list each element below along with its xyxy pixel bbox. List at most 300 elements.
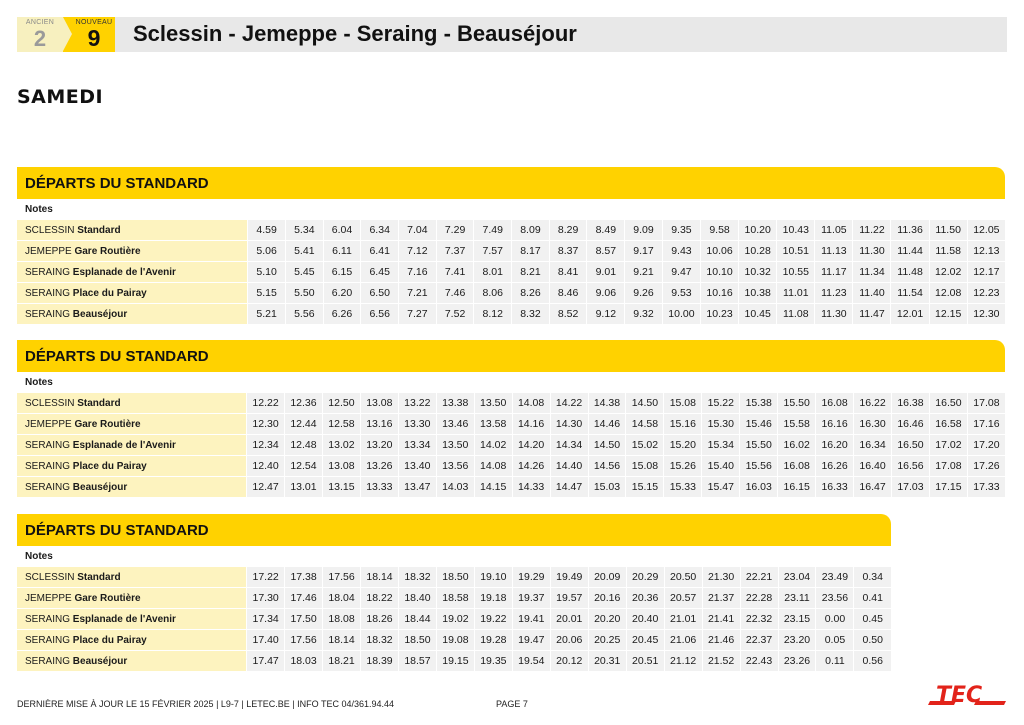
page-number: PAGE 7 [496, 699, 528, 709]
departure-time-cell: 13.56 [436, 456, 474, 476]
departure-time-cell: 20.45 [626, 630, 664, 650]
departure-time-cell: 11.54 [890, 283, 928, 303]
departure-time-cell: 13.08 [360, 393, 398, 413]
departure-time-cell: 20.51 [626, 651, 664, 671]
departure-time-cell: 16.22 [853, 393, 891, 413]
departure-time-cell: 13.33 [360, 477, 398, 497]
departure-time-cell: 23.04 [778, 567, 816, 587]
departure-time-cell: 7.16 [398, 262, 436, 282]
timetable [17, 392, 1005, 498]
departure-time-cell: 17.46 [284, 588, 322, 608]
departure-time-cell: 15.08 [663, 393, 701, 413]
departure-time-cell: 9.26 [624, 283, 662, 303]
departure-time-cell: 16.20 [815, 435, 853, 455]
departure-time-cell: 15.40 [701, 456, 739, 476]
stop-city: SCLESSIN [25, 397, 75, 409]
departure-time-cell: 14.47 [550, 477, 588, 497]
stop-name: Place du Pairay [72, 287, 147, 299]
stop-name: Gare Routière [74, 592, 141, 604]
departure-time-cell: 9.43 [662, 241, 700, 261]
departure-time-cell: 13.58 [474, 414, 512, 434]
departure-time-cell: 16.34 [853, 435, 891, 455]
departure-time-cell: 11.34 [852, 262, 890, 282]
departure-time-cell: 20.36 [626, 588, 664, 608]
departure-time-cell: 12.02 [929, 262, 967, 282]
departure-time-cell: 9.01 [586, 262, 624, 282]
departure-time-cell: 8.26 [511, 283, 549, 303]
departure-time-cell: 10.16 [700, 283, 738, 303]
departure-time-cell: 9.35 [662, 220, 700, 240]
departure-time-cell: 6.56 [360, 304, 398, 324]
departure-time-cell: 7.57 [473, 241, 511, 261]
departure-time-cell: 0.56 [853, 651, 891, 671]
section-header [17, 514, 891, 546]
departure-time-cell: 9.47 [662, 262, 700, 282]
departure-time-cell: 6.41 [360, 241, 398, 261]
departure-time-cell: 17.03 [891, 477, 929, 497]
departure-time-cell: 8.52 [549, 304, 587, 324]
departure-time-cell: 15.34 [701, 435, 739, 455]
day-heading: SAMEDI [17, 86, 104, 108]
departure-time-cell: 17.22 [246, 567, 284, 587]
stop-name-cell [17, 651, 246, 671]
departure-time-cell: 4.59 [247, 220, 285, 240]
table-row [17, 304, 1005, 324]
departure-time-cell: 8.41 [549, 262, 587, 282]
departure-time-cell: 5.06 [247, 241, 285, 261]
departure-time-cell: 21.52 [702, 651, 740, 671]
departure-time-cell: 9.53 [662, 283, 700, 303]
departure-time-cell: 18.39 [360, 651, 398, 671]
departure-time-cell: 11.08 [776, 304, 814, 324]
departure-time-cell: 11.22 [852, 220, 890, 240]
stop-name-cell [17, 393, 246, 413]
departure-time-cell: 15.50 [777, 393, 815, 413]
departure-time-cell: 5.10 [247, 262, 285, 282]
departure-time-cell: 14.08 [512, 393, 550, 413]
departure-time-cell: 17.40 [246, 630, 284, 650]
departure-time-cell: 6.04 [323, 220, 361, 240]
departure-time-cell: 13.16 [360, 414, 398, 434]
departure-time-cell: 20.29 [626, 567, 664, 587]
departure-time-cell: 19.10 [474, 567, 512, 587]
departure-time-cell: 14.58 [625, 414, 663, 434]
stop-name: Standard [77, 397, 121, 409]
departure-time-cell: 7.12 [398, 241, 436, 261]
departure-time-cell: 8.29 [549, 220, 587, 240]
departure-time-cell: 10.32 [738, 262, 776, 282]
departure-time-cell: 13.46 [436, 414, 474, 434]
stop-city: JEMEPPE [25, 245, 72, 257]
departure-time-cell: 6.11 [323, 241, 361, 261]
departure-time-cell: 14.08 [474, 456, 512, 476]
notes-label: Notes [25, 377, 53, 388]
departure-time-cell: 17.56 [322, 567, 360, 587]
departure-time-cell: 17.02 [929, 435, 967, 455]
departure-time-cell: 12.30 [967, 304, 1005, 324]
table-row [17, 393, 1005, 413]
stop-city: SCLESSIN [25, 571, 75, 583]
departure-time-cell: 9.12 [586, 304, 624, 324]
departure-time-cell: 14.38 [588, 393, 626, 413]
departure-time-cell: 18.50 [398, 630, 436, 650]
departure-time-cell: 10.55 [776, 262, 814, 282]
departure-time-cell: 13.26 [360, 456, 398, 476]
table-row [17, 567, 891, 587]
departure-time-cell: 8.21 [511, 262, 549, 282]
departure-time-cell: 20.25 [588, 630, 626, 650]
departure-time-cell: 7.21 [398, 283, 436, 303]
departure-time-cell: 16.50 [929, 393, 967, 413]
departure-time-cell: 17.47 [246, 651, 284, 671]
departure-time-cell: 15.02 [625, 435, 663, 455]
stop-name: Standard [77, 224, 121, 236]
departure-time-cell: 0.05 [815, 630, 853, 650]
departure-time-cell: 14.16 [512, 414, 550, 434]
stop-city: JEMEPPE [25, 592, 72, 604]
departure-time-cell: 15.30 [701, 414, 739, 434]
stop-name-cell [17, 414, 246, 434]
departure-time-cell: 18.04 [322, 588, 360, 608]
departure-time-cell: 10.38 [738, 283, 776, 303]
stop-name-cell [17, 630, 246, 650]
departure-time-cell: 11.50 [929, 220, 967, 240]
departure-time-cell: 16.02 [777, 435, 815, 455]
departure-time-cell: 9.58 [700, 220, 738, 240]
departure-time-cell: 16.40 [853, 456, 891, 476]
departure-time-cell: 12.54 [284, 456, 322, 476]
departure-time-cell: 11.13 [814, 241, 852, 261]
departure-time-cell: 19.54 [512, 651, 550, 671]
departure-time-cell: 20.20 [588, 609, 626, 629]
departure-time-cell: 15.22 [701, 393, 739, 413]
departure-time-cell: 17.16 [967, 414, 1005, 434]
departure-time-cell: 11.44 [890, 241, 928, 261]
chevron-arrow-icon [63, 17, 72, 51]
departure-time-cell: 19.47 [512, 630, 550, 650]
departure-time-cell: 12.47 [246, 477, 284, 497]
stop-name: Esplanade de l'Avenir [72, 266, 176, 278]
departure-time-cell: 19.08 [436, 630, 474, 650]
departure-time-cell: 10.23 [700, 304, 738, 324]
timetable [17, 219, 1005, 325]
departure-time-cell: 15.20 [663, 435, 701, 455]
departure-time-cell: 15.47 [701, 477, 739, 497]
departure-time-cell: 12.17 [967, 262, 1005, 282]
departure-time-cell: 16.16 [815, 414, 853, 434]
departure-time-cell: 5.45 [285, 262, 323, 282]
departure-time-cell: 16.47 [853, 477, 891, 497]
departure-time-cell: 7.27 [398, 304, 436, 324]
departure-time-cell: 8.01 [473, 262, 511, 282]
departure-time-cell: 20.31 [588, 651, 626, 671]
timetable-section-3 [17, 514, 891, 672]
departure-time-cell: 18.44 [398, 609, 436, 629]
departure-time-cell: 16.58 [929, 414, 967, 434]
departure-time-cell: 9.32 [624, 304, 662, 324]
stop-name: Gare Routière [74, 245, 141, 257]
timetable-section-1 [17, 167, 1005, 325]
departure-time-cell: 15.26 [663, 456, 701, 476]
departure-time-cell: 11.30 [852, 241, 890, 261]
departure-time-cell: 16.15 [777, 477, 815, 497]
departure-time-cell: 21.46 [702, 630, 740, 650]
stop-name-cell [17, 220, 247, 240]
departure-time-cell: 21.30 [702, 567, 740, 587]
departure-time-cell: 16.30 [853, 414, 891, 434]
departure-time-cell: 16.08 [815, 393, 853, 413]
departure-time-cell: 11.23 [814, 283, 852, 303]
departure-time-cell: 14.50 [588, 435, 626, 455]
departure-time-cell: 8.57 [586, 241, 624, 261]
old-line-label: ANCIEN [25, 19, 55, 26]
departure-time-cell: 14.03 [436, 477, 474, 497]
stop-name: Standard [77, 571, 121, 583]
departure-time-cell: 8.09 [511, 220, 549, 240]
departure-time-cell: 14.22 [550, 393, 588, 413]
stop-city: SCLESSIN [25, 224, 75, 236]
departure-time-cell: 18.32 [360, 630, 398, 650]
stop-name: Beauséjour [72, 308, 128, 320]
departure-time-cell: 21.37 [702, 588, 740, 608]
departure-time-cell: 19.35 [474, 651, 512, 671]
departure-time-cell: 19.49 [550, 567, 588, 587]
departure-time-cell: 11.58 [929, 241, 967, 261]
departure-time-cell: 14.30 [550, 414, 588, 434]
departure-time-cell: 9.09 [624, 220, 662, 240]
departure-time-cell: 18.58 [436, 588, 474, 608]
departure-time-cell: 13.50 [474, 393, 512, 413]
departure-time-cell: 12.30 [246, 414, 284, 434]
departure-time-cell: 0.11 [815, 651, 853, 671]
departure-time-cell: 10.28 [738, 241, 776, 261]
departure-time-cell: 18.14 [322, 630, 360, 650]
new-line-label: NOUVEAU [75, 19, 113, 26]
departure-time-cell: 12.50 [322, 393, 360, 413]
departure-time-cell: 23.11 [778, 588, 816, 608]
departure-time-cell: 8.32 [511, 304, 549, 324]
departure-time-cell: 12.48 [284, 435, 322, 455]
stop-name-cell [17, 609, 246, 629]
line-header [17, 17, 1007, 52]
stop-name-cell [17, 588, 246, 608]
departure-time-cell: 5.34 [285, 220, 323, 240]
departure-time-cell: 12.22 [246, 393, 284, 413]
table-row [17, 609, 891, 629]
departure-time-cell: 7.41 [436, 262, 474, 282]
departure-time-cell: 10.10 [700, 262, 738, 282]
departure-time-cell: 15.08 [625, 456, 663, 476]
stop-name-cell [17, 304, 247, 324]
stop-name-cell [17, 567, 246, 587]
table-row [17, 241, 1005, 261]
stop-name: Place du Pairay [72, 634, 147, 646]
departure-time-cell: 7.29 [436, 220, 474, 240]
departure-time-cell: 20.01 [550, 609, 588, 629]
departure-time-cell: 10.20 [738, 220, 776, 240]
departure-time-cell: 7.37 [436, 241, 474, 261]
new-line-badge [63, 17, 115, 52]
departure-time-cell: 12.13 [967, 241, 1005, 261]
stop-city: JEMEPPE [25, 418, 72, 430]
departure-time-cell: 20.50 [664, 567, 702, 587]
departure-time-cell: 17.33 [967, 477, 1005, 497]
departure-time-cell: 19.15 [436, 651, 474, 671]
table-row [17, 283, 1005, 303]
table-row [17, 414, 1005, 434]
departure-time-cell: 19.41 [512, 609, 550, 629]
departure-time-cell: 10.00 [662, 304, 700, 324]
stop-name-cell [17, 477, 246, 497]
departure-time-cell: 16.08 [777, 456, 815, 476]
departure-time-cell: 0.41 [853, 588, 891, 608]
departure-time-cell: 0.34 [853, 567, 891, 587]
departure-time-cell: 21.06 [664, 630, 702, 650]
departure-time-cell: 18.50 [436, 567, 474, 587]
section-header [17, 340, 1005, 372]
departure-time-cell: 8.17 [511, 241, 549, 261]
departure-time-cell: 14.50 [625, 393, 663, 413]
departure-time-cell: 13.01 [284, 477, 322, 497]
departure-time-cell: 20.57 [664, 588, 702, 608]
departure-time-cell: 6.45 [360, 262, 398, 282]
old-line-badge [17, 17, 63, 52]
departure-time-cell: 13.38 [436, 393, 474, 413]
departure-time-cell: 8.06 [473, 283, 511, 303]
departure-time-cell: 14.56 [588, 456, 626, 476]
old-line-number: 2 [33, 26, 47, 51]
table-row [17, 262, 1005, 282]
departure-time-cell: 12.36 [284, 393, 322, 413]
departure-time-cell: 15.15 [625, 477, 663, 497]
departure-time-cell: 15.38 [739, 393, 777, 413]
departure-time-cell: 19.18 [474, 588, 512, 608]
footer-info: DERNIÈRE MISE À JOUR LE 15 FÉVRIER 2025 | L9-7 | LETEC.BE | INFO TEC 04/361.94.44 [17, 699, 394, 709]
stop-name-cell [17, 456, 246, 476]
departure-time-cell: 19.22 [474, 609, 512, 629]
departure-time-cell: 14.02 [474, 435, 512, 455]
departure-time-cell: 19.28 [474, 630, 512, 650]
departure-time-cell: 12.44 [284, 414, 322, 434]
departure-time-cell: 5.50 [285, 283, 323, 303]
departure-time-cell: 15.46 [739, 414, 777, 434]
departure-time-cell: 11.36 [890, 220, 928, 240]
stop-city: SERAING [25, 634, 71, 646]
departure-time-cell: 9.17 [624, 241, 662, 261]
departure-time-cell: 8.46 [549, 283, 587, 303]
table-row [17, 651, 891, 671]
departure-time-cell: 13.30 [398, 414, 436, 434]
departure-time-cell: 22.28 [740, 588, 778, 608]
departure-time-cell: 17.20 [967, 435, 1005, 455]
timetable [17, 566, 891, 672]
departure-time-cell: 23.20 [778, 630, 816, 650]
tec-logo [926, 680, 1008, 712]
departure-time-cell: 16.56 [891, 456, 929, 476]
departure-time-cell: 21.12 [664, 651, 702, 671]
departure-time-cell: 13.47 [398, 477, 436, 497]
departure-time-cell: 12.58 [322, 414, 360, 434]
departure-time-cell: 14.26 [512, 456, 550, 476]
section-title: DÉPARTS DU STANDARD [25, 175, 209, 192]
departure-time-cell: 10.43 [776, 220, 814, 240]
table-row [17, 435, 1005, 455]
departure-time-cell: 18.26 [360, 609, 398, 629]
departure-time-cell: 15.03 [588, 477, 626, 497]
departure-time-cell: 6.50 [360, 283, 398, 303]
departure-time-cell: 7.04 [398, 220, 436, 240]
departure-time-cell: 14.40 [550, 456, 588, 476]
notes-label: Notes [25, 551, 53, 562]
departure-time-cell: 14.20 [512, 435, 550, 455]
departure-time-cell: 17.08 [929, 456, 967, 476]
stop-city: SERAING [25, 655, 71, 667]
departure-time-cell: 19.02 [436, 609, 474, 629]
departure-time-cell: 19.37 [512, 588, 550, 608]
departure-time-cell: 16.33 [815, 477, 853, 497]
departure-time-cell: 13.22 [398, 393, 436, 413]
departure-time-cell: 11.17 [814, 262, 852, 282]
stop-name: Gare Routière [74, 418, 141, 430]
departure-time-cell: 23.56 [815, 588, 853, 608]
tec-logo-text: TEC [936, 683, 983, 708]
departure-time-cell: 17.15 [929, 477, 967, 497]
departure-time-cell: 7.46 [436, 283, 474, 303]
departure-time-cell: 20.09 [588, 567, 626, 587]
stop-name: Esplanade de l'Avenir [72, 613, 176, 625]
departure-time-cell: 6.20 [323, 283, 361, 303]
table-row [17, 477, 1005, 497]
stop-name: Beauséjour [72, 655, 128, 667]
departure-time-cell: 6.26 [323, 304, 361, 324]
stop-name-cell [17, 435, 246, 455]
section-title: DÉPARTS DU STANDARD [25, 348, 209, 365]
departure-time-cell: 16.38 [891, 393, 929, 413]
stop-city: SERAING [25, 460, 71, 472]
departure-time-cell: 20.40 [626, 609, 664, 629]
departure-time-cell: 22.37 [740, 630, 778, 650]
departure-time-cell: 9.21 [624, 262, 662, 282]
departure-time-cell: 10.51 [776, 241, 814, 261]
departure-time-cell: 22.43 [740, 651, 778, 671]
departure-time-cell: 5.15 [247, 283, 285, 303]
departure-time-cell: 16.26 [815, 456, 853, 476]
departure-time-cell: 7.52 [436, 304, 474, 324]
departure-time-cell: 23.26 [778, 651, 816, 671]
departure-time-cell: 7.49 [473, 220, 511, 240]
departure-time-cell: 23.49 [815, 567, 853, 587]
departure-time-cell: 17.56 [284, 630, 322, 650]
stop-name-cell [17, 262, 247, 282]
departure-time-cell: 15.58 [777, 414, 815, 434]
stop-city: SERAING [25, 439, 71, 451]
departure-time-cell: 11.01 [776, 283, 814, 303]
departure-time-cell: 16.46 [891, 414, 929, 434]
departure-time-cell: 20.16 [588, 588, 626, 608]
departure-time-cell: 19.57 [550, 588, 588, 608]
departure-time-cell: 15.50 [739, 435, 777, 455]
departure-time-cell: 6.34 [360, 220, 398, 240]
departure-time-cell: 21.01 [664, 609, 702, 629]
departure-time-cell: 17.08 [967, 393, 1005, 413]
departure-time-cell: 18.22 [360, 588, 398, 608]
departure-time-cell: 9.06 [586, 283, 624, 303]
departure-time-cell: 5.41 [285, 241, 323, 261]
departure-time-cell: 8.49 [586, 220, 624, 240]
notes-label: Notes [25, 204, 53, 215]
departure-time-cell: 13.02 [322, 435, 360, 455]
departure-time-cell: 0.45 [853, 609, 891, 629]
